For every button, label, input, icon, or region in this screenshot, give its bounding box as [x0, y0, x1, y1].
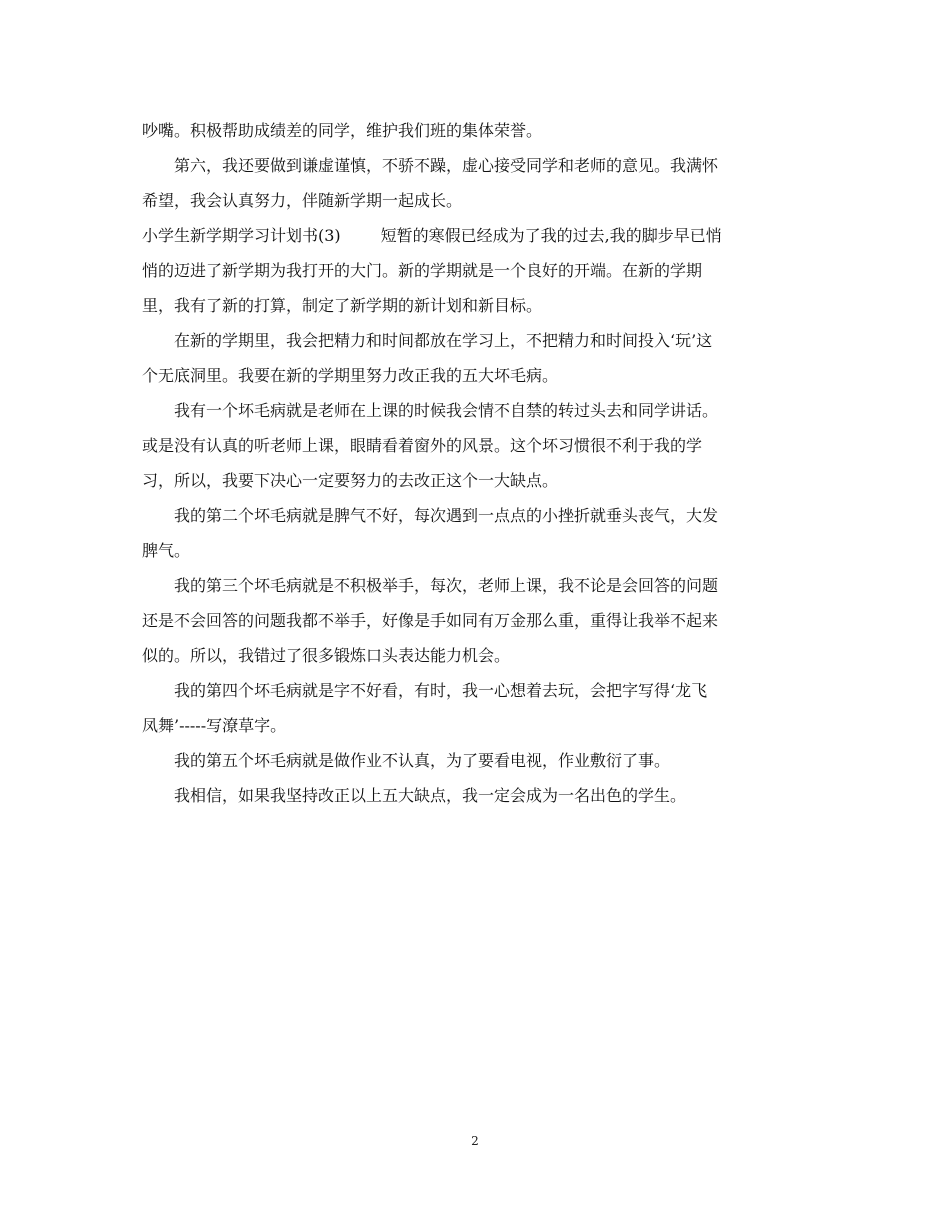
text-line: 脾气。 [142, 541, 191, 560]
text-line: 我的第五个坏毛病就是做作业不认真，为了要看电视，作业敷衍了事。 [174, 751, 671, 770]
text-line: 个无底洞里。我要在新的学期里努力改正我的五大坏毛病。 [142, 366, 559, 385]
text-line: 还是不会回答的问题我都不举手，好像是手如同有万金那么重，重得让我举不起来 [142, 611, 719, 630]
text-line: 或是没有认真的听老师上课，眼睛看着窗外的风景。这个坏习惯很不利于我的学 [142, 436, 703, 455]
text-line: 希望，我会认真努力，伴随新学期一起成长。 [142, 191, 463, 210]
document-body [142, 113, 812, 813]
text-line: 习，所以，我要下决心一定要努力的去改正这个一大缺点。 [142, 471, 559, 490]
text-line: 在新的学期里，我会把精力和时间都放在学习上，不把精力和时间投入‘玩’这 [174, 331, 713, 350]
text-line: 我的第三个坏毛病就是不积极举手，每次，老师上课，我不论是会回答的问题 [174, 576, 719, 595]
text-line: 吵嘴。积极帮助成绩差的同学，维护我们班的集体荣誉。 [142, 121, 543, 140]
section-heading-line [142, 218, 812, 253]
text-line: 似的。所以，我错过了很多锻炼口头表达能力机会。 [142, 646, 511, 665]
page-number: 2 [471, 1134, 479, 1148]
text-line: 悄的迈进了新学期为我打开的大门。新的学期就是一个良好的开端。在新的学期 [142, 261, 703, 280]
section-heading: 小学生新学期学习计划书(3) [142, 226, 341, 245]
text-line: 第六，我还要做到谦虚谨慎，不骄不躁，虚心接受同学和老师的意见。我满怀 [174, 156, 719, 175]
text-line: 短暂的寒假已经成为了我的过去,我的脚步早已悄 [380, 226, 722, 245]
text-line: 凤舞’-----写潦草字。 [142, 716, 287, 735]
text-line: 我的第二个坏毛病就是脾气不好，每次遇到一点点的小挫折就垂头丧气，大发 [174, 506, 719, 525]
text-line: 我有一个坏毛病就是老师在上课的时候我会情不自禁的转过头去和同学讲话。 [174, 401, 719, 420]
text-line: 我的第四个坏毛病就是字不好看，有时，我一心想着去玩，会把字写得‘龙飞 [174, 681, 708, 700]
text-line: 我相信，如果我坚持改正以上五大缺点，我一定会成为一名出色的学生。 [174, 786, 687, 805]
text-line: 里，我有了新的打算，制定了新学期的新计划和新目标。 [142, 296, 543, 315]
